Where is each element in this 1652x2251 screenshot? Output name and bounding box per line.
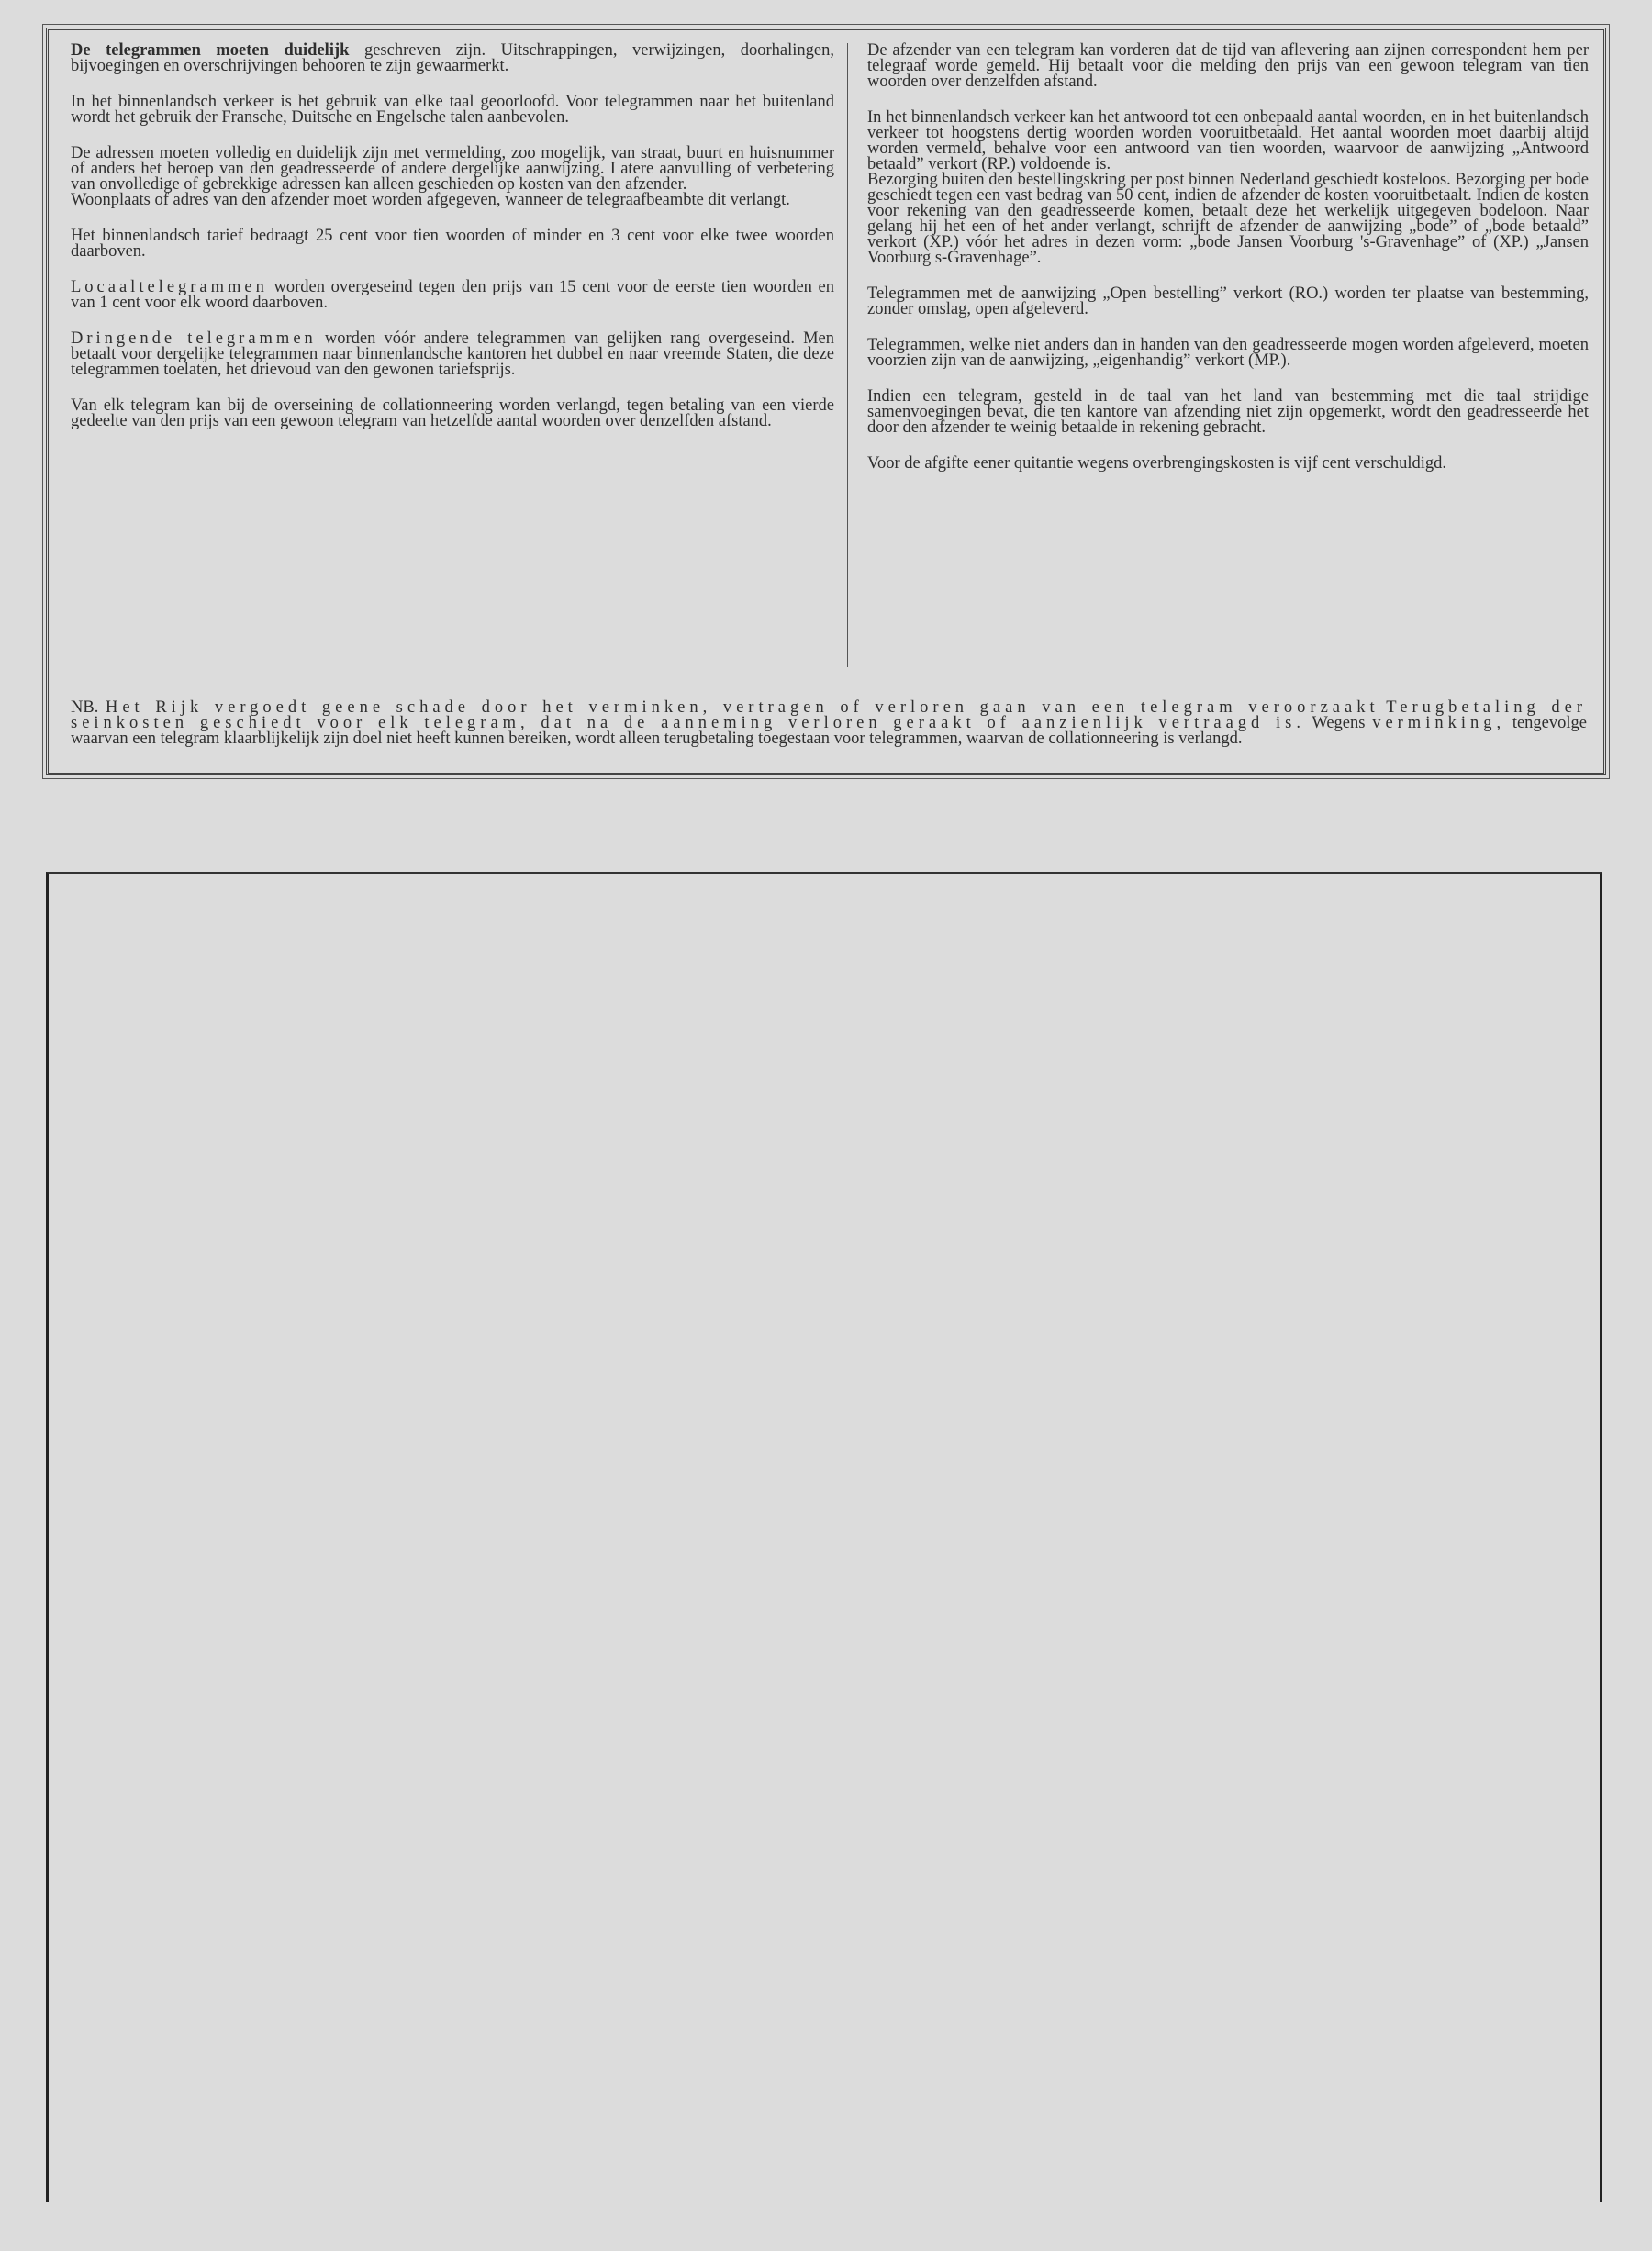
blank-message-frame (46, 872, 1602, 2202)
rule-addresses: De adressen moeten volledig en duidelijk zijn met vermelding, zoo mogelijk, van straat, buurt en huisnummer of anders het beroep van den geadresseerde of andere dergelijke aanwijzing. Latere aanvulling of verbetering van onvolledige of gebrekkige adressen kan alleen geschieden op kosten van den afzender. (71, 144, 834, 194)
regulations-columns (49, 30, 1603, 663)
rule-language-surcharge: Indien een telegram, gesteld in de taal van het land van bestemming met die taal strijdige samenvoegingen bevat, die ten kantore van afzending niet zijn opgemerkt, wordt den geadresseerde het door den afzender te weinig betaalde in rekening gebracht. (867, 387, 1589, 437)
nb-no-liability: Het Rijk vergoedt geene schade door het verminken, vertragen of verloren gaan van een telegram veroorzaakt (105, 698, 1379, 717)
rule-legibility-text: geschreven zijn. Uitschrappingen, verwijzingen, doorhalingen, bijvoegingen en overschrijvingen behooren te zijn gewaarmerkt. (71, 41, 835, 75)
rule-courier-delivery: Bezorging buiten den bestellingskring per post binnen Nederland geschiedt kosteloos. Bezorging per bode geschiedt tegen een vast bedrag van 50 cent, indien de afzender de kosten vooruitbetaalt. Indien de kosten voor rekening van den geadresseerde komen, betaalt deze het werkelijk uitgegeven bodeloon. Naar gelang hij het een of het ander verlangt, schrijft de afzender de aanwijzing „bode” of „bode betaald” verkort (XP.) vóór het adres in dezen vorm: „bode Jansen Voorburg 's-Gravenhage” of (XP.) „Jansen Voorburg s-Gravenhage”. (867, 171, 1589, 267)
left-column (71, 43, 834, 450)
local-telegrams-heading: Locaaltelegrammen (71, 278, 268, 296)
rule-collation: Van elk telegram kan bij de overseining de collationneering worden verlangd, tegen betaling van een vierde gedeelte van den prijs van een gewoon telegram van hetzelfde aantal woorden over denzelfden afstand. (71, 396, 834, 430)
rule-legibility (71, 43, 834, 74)
telegram-regulations-notice (46, 28, 1606, 775)
nb-mutilation-text: tengevolge waarvan een telegram klaarblijkelijk zijn doel niet heeft kunnen bereiken, wordt alleen terugbetaling toegestaan voor telegrammen, waarvan de collationneering is verlangd. (71, 714, 1587, 748)
rule-prepaid-reply: In het binnenlandsch verkeer kan het antwoord tot een onbepaald aantal woorden, en in het buitenlandsch verkeer tot hoogstens dertig woorden worden vooruitbetaald. Het aantal woorden moet daarbij altijd worden vermeld, behalve voor een antwoord van tien woorden, waarvoor de aanwijzing „Antwoord betaald” verkort (RP.) voldoende is. (867, 108, 1589, 173)
nb-refund: Terugbetaling der seinkosten geschiedt voor elk telegram, dat na de aanneming verloren geraakt of aanzienlijk vertraagd is. (71, 698, 1588, 732)
rule-personal-delivery: Telegrammen, welke niet anders dan in handen van den geadresseerde mogen worden afgeleverd, moeten voorzien zijn van de aanwijzing, „eigenhandig” verkort (MP.). (867, 336, 1589, 370)
rule-delivery-notice: De afzender van een telegram kan vorderen dat de tijd van aflevering aan zijnen correspondent hem per telegraaf worde gemeld. Hij betaalt voor die melding den prijs van een gewoon telegram van tien woorden over denzelfden afstand. (867, 41, 1589, 91)
nb-mutilation-lead: Wegens (1312, 714, 1366, 732)
urgent-telegrams-text: worden vóór andere telegrammen van gelijken rang overgeseind. Men betaalt voor dergelijke telegrammen naar binnenlandsche kantoren het dubbel en naar vreemde Staten, die deze telegrammen toelaten, het drievoud van den gewonen tariefsprijs. (71, 329, 834, 379)
right-column (867, 43, 1589, 492)
rule-local-telegrams (71, 280, 834, 311)
local-telegrams-text: worden overgeseind tegen den prijs van 15 cent voor de eerste tien woorden en van 1 cent voor elk woord daarboven. (71, 278, 834, 312)
nb-prefix: NB. (71, 698, 99, 717)
rule-receipt: Voor de afgifte eener quitantie wegens overbrengingskosten is vijf cent verschuldigd. (867, 454, 1447, 473)
rule-language: In het binnenlandsch verkeer is het gebruik van elke taal geoorloofd. Voor telegrammen naar het buitenland wordt het gebruik der Fransche, Duitsche en Engelsche talen aanbevolen. (71, 93, 834, 127)
column-divider (847, 43, 848, 667)
urgent-telegrams-heading: Dringende telegrammen (71, 329, 317, 348)
rule-sender-address: Woonplaats of adres van den afzender moet worden afgegeven, wanneer de telegraafbeambte dit verlangt. (71, 191, 790, 209)
rule-urgent-telegrams (71, 331, 834, 378)
nb-liability-notice (71, 700, 1587, 747)
rule-domestic-tariff: Het binnenlandsch tarief bedraagt 25 cent voor tien woorden of minder en 3 cent voor elke twee woorden daarboven. (71, 227, 834, 261)
rule-open-delivery: Telegrammen met de aanwijzing „Open bestelling” verkort (RO.) worden ter plaatse van bestemming, zonder omslag, open afgeleverd. (867, 284, 1589, 318)
rule-legibility-lead: De telegrammen moeten duidelijk (71, 41, 350, 60)
nb-mutilation-word: verminking, (1372, 714, 1506, 732)
